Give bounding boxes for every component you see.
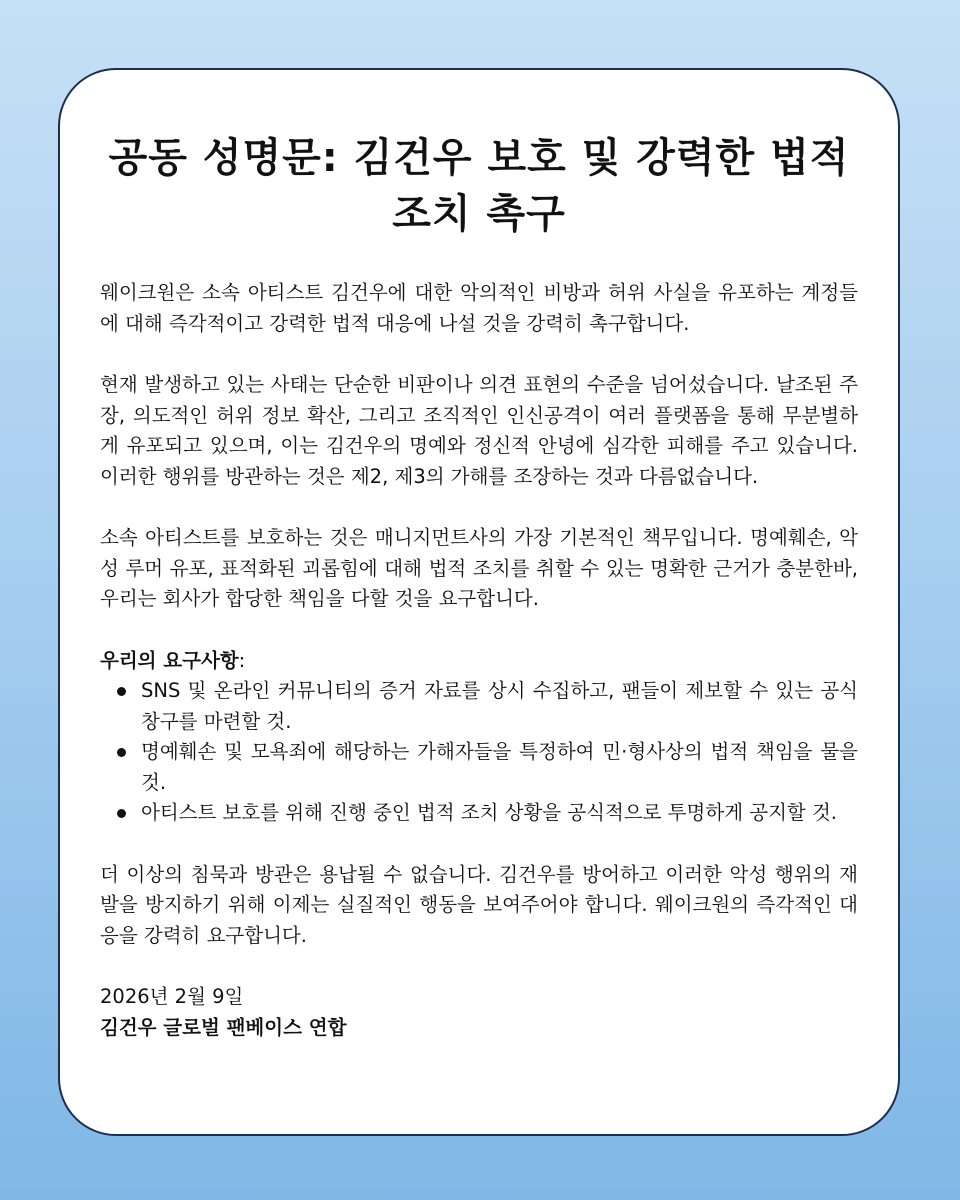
responsibility-paragraph: 소속 아티스트를 보호하는 것은 매니지먼트사의 가장 기본적인 책무입니다. 명예훼손, 악성 루머 유포, 표적화된 괴롭힘에 대해 법적 조치를 취할 수 있는 명확한 근거가 충분한바, 우리는 회사가 합당한 책임을 다할 것을 요구합니다. [100, 526, 858, 610]
situation-paragraph: 현재 발생하고 있는 사태는 단순한 비판이나 의견 표현의 수준을 넘어섰습니다. 날조된 주장, 의도적인 허위 정보 확산, 그리고 조직적인 인신공격이 여러 플랫폼을 통해 무분별하게 유포되고 있으며, 이는 김건우의 명예와 정신적 안녕에 심각한 피해를 주고 있습니다. 이러한 행위를 방관하는 것은 제2, 제3의 가해를 조장하는 것과 다름없습니다. [100, 373, 858, 488]
bullet-icon [117, 737, 127, 767]
demand-text: 아티스트 보호를 위해 진행 중인 법적 조치 상황을 공식적으로 투명하게 공지할 것. [141, 801, 838, 824]
demands-heading [100, 646, 858, 677]
demand-text: 명예훼손 및 모욕죄에 해당하는 가해자들을 특정하여 민·형사상의 법적 책임을 물을 것. [141, 740, 858, 794]
statement-card [58, 68, 900, 1136]
title-line-2: 조치 촉구 [392, 191, 566, 237]
demands-list [100, 676, 858, 829]
demand-item [141, 676, 858, 737]
closing-paragraph: 더 이상의 침묵과 방관은 용납될 수 없습니다. 김건우를 방어하고 이러한 악성 행위의 재발을 방지하기 위해 이제는 실질적인 행동을 보여주어야 합니다. 웨이크원의 즉각적인 대응을 강력히 요구합니다. [100, 862, 858, 947]
demands-heading-label: 우리의 요구사항 [100, 648, 239, 672]
demand-item [141, 737, 858, 798]
title-line-1: 공동 성명문: 김건우 보호 및 강력한 법적 [108, 135, 850, 181]
statement-title [100, 130, 858, 242]
demand-item [141, 798, 858, 829]
bullet-icon [117, 676, 127, 706]
statement-signature: 김건우 글로벌 팬베이스 연합 [100, 1015, 347, 1039]
demand-text: SNS 및 온라인 커뮤니티의 증거 자료를 상시 수집하고, 팬들이 제보할 수 있는 공식 창구를 마련할 것. [141, 679, 858, 733]
statement-date: 2026년 2월 9일 [100, 985, 244, 1008]
demands-heading-colon: : [238, 648, 246, 672]
statement-body [100, 278, 858, 1043]
intro-paragraph: 웨이크원은 소속 아티스트 김건우에 대한 악의적인 비방과 허위 사실을 유포하는 계정들에 대해 즉각적이고 강력한 법적 대응에 나설 것을 강력히 촉구합니다. [100, 281, 858, 335]
bullet-icon [117, 798, 127, 828]
